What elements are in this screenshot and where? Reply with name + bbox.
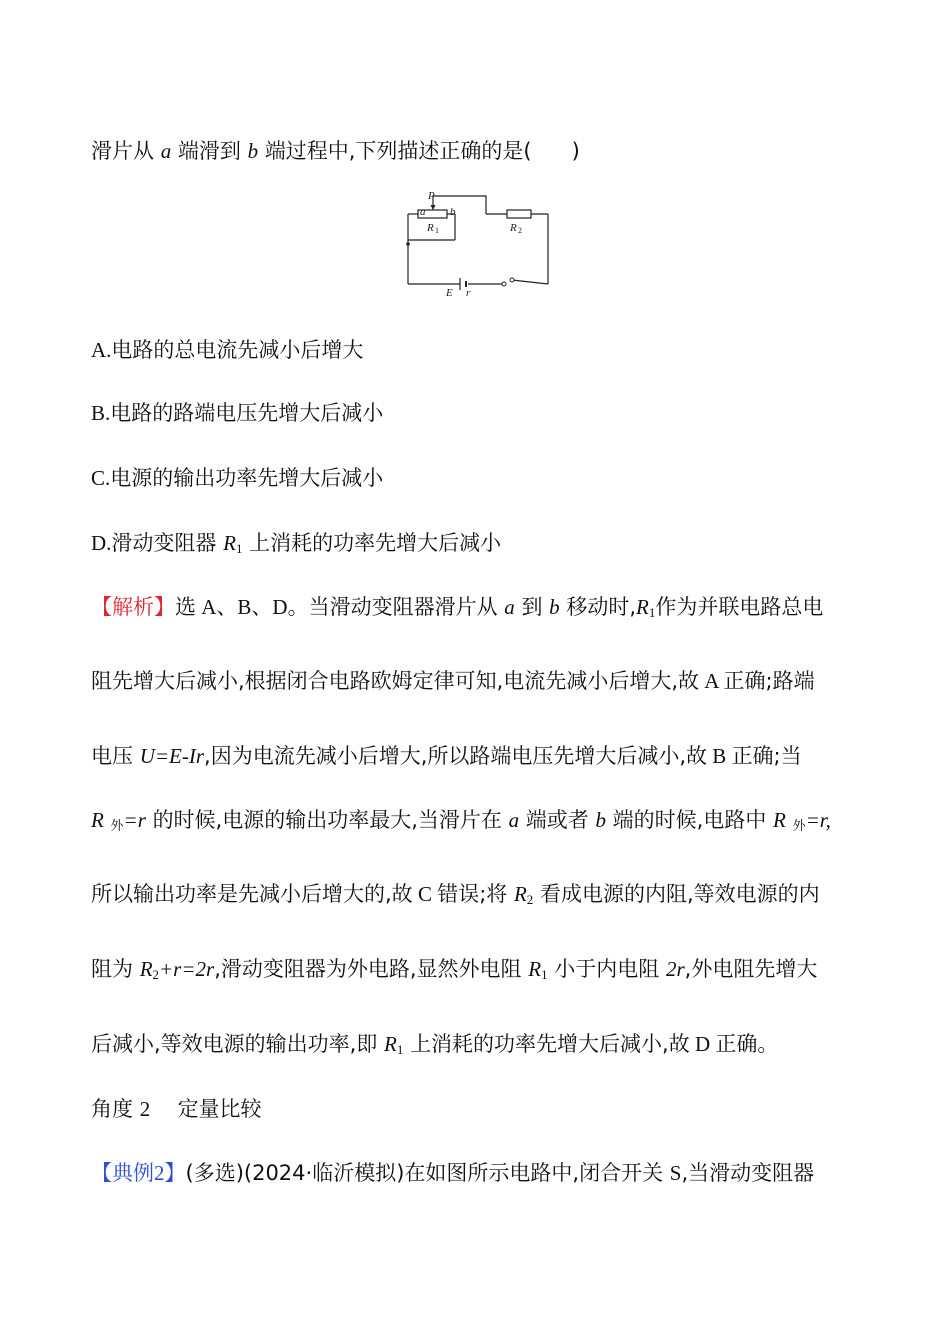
option-a: A.电路的总电流先减小后增大 xyxy=(91,338,364,362)
analysis-line-6: 阻为 $R_2+r=2r$,滑动变阻器为外电路,显然外电阻 $R_1$ 小于内电阻 2r,外电阻先增大 xyxy=(91,957,818,982)
label-P: P xyxy=(428,190,435,202)
angle-heading: 角度 2 定量比较 xyxy=(91,1097,262,1121)
label-R1-sub: 1 xyxy=(435,226,439,235)
option-c: C.电源的输出功率先增大后减小 xyxy=(91,466,384,490)
option-b: B.电路的路端电压先增大后减小 xyxy=(91,401,384,425)
option-d: D.滑动变阻器 $R_1$ 上消耗的功率先增大后减小 xyxy=(91,531,502,556)
example-line: 【典例2】(多选)(2024·临沂模拟)在如图所示电路中,闭合开关 S,当滑动变阻器 xyxy=(91,1161,815,1185)
example-label: 【典例2】 xyxy=(91,1161,186,1185)
label-R1: R xyxy=(427,222,434,234)
analysis-line-5: 所以输出功率是先减小后增大的,故 C 错误;将 $R_2$ 看成电源的内阻,等效电源的内 xyxy=(91,882,820,907)
label-r: r xyxy=(466,287,471,299)
label-a: a xyxy=(420,206,426,218)
question-line: 滑片从 a 端滑到 b 端过程中,下列描述正确的是( ) xyxy=(91,139,580,163)
analysis-label: 【解析】 xyxy=(91,595,175,619)
analysis-line-1: 【解析】选 A、B、D。当滑动变阻器滑片从 a 到 b 移动时$,R_1$作为并联电路总电 xyxy=(91,595,824,620)
analysis-line-7: 后减小,等效电源的输出功率,即 $R_1$ 上消耗的功率先增大后减小,故 D 正确。 xyxy=(91,1032,779,1057)
label-R2: R xyxy=(510,222,517,234)
analysis-line-3: 电压 U=E-Ir,因为电流先减小后增大,所以路端电压先增大后减小,故 B 正确;当 xyxy=(91,744,802,768)
label-R2-sub: 2 xyxy=(518,226,522,235)
label-b: b xyxy=(450,206,456,218)
analysis-line-4: R 外=r 的时候,电源的输出功率最大,当滑片在 a 端或者 b 端的时候,电路中 R 外=r, xyxy=(91,808,831,834)
circuit-diagram xyxy=(400,188,560,300)
analysis-line-2: 阻先增大后减小,根据闭合电路欧姆定律可知,电流先减小后增大,故 A 正确;路端 xyxy=(91,669,815,693)
label-E: E xyxy=(446,287,453,299)
